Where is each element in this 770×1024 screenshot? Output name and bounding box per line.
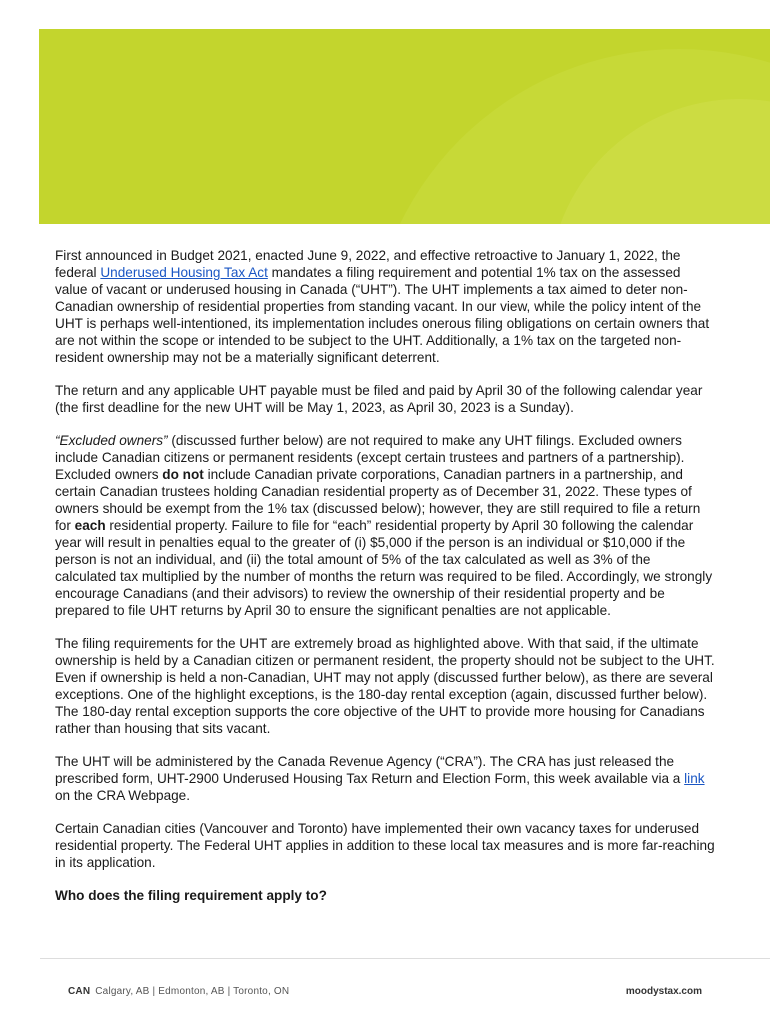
intro-paragraph: First announced in Budget 2021, enacted June 9, 2022, and effective retroactive to January 1, 2022, the federal Underused Housing Tax Act mandates a filing requirement and potential 1% tax on the assessed value of vacant or underused housing in Canada (“UHT”). The UHT implements a tax aimed to deter non-Canadian ownership of residential properties from standing vacant. In our view, while the policy intent of the UHT is perhaps well-intentioned, its implementation includes onerous filing obligations on certain owners that are not within the scope or intended to be subject to the UHT. Additionally, a 1% tax on the targeted non-resident ownership may not be a materially significant deterrent. — [55, 248, 710, 365]
deadline-paragraph: The return and any applicable UHT payable must be filed and paid by April 30 of the following calendar year (the first deadline for the new UHT will be May 1, 2023, as April 30, 2023 is a Sunday). — [55, 383, 703, 415]
footer-cities: Calgary, AB | Edmonton, AB | Toronto, ON — [95, 986, 290, 997]
cra-paragraph: The UHT will be administered by the Canada Revenue Agency (“CRA”). The CRA has just released the prescribed form, UHT-2900 Underused Housing Tax Return and Election Form, this week available via a link on the CRA Webpage. — [55, 754, 705, 803]
uht-act-link[interactable]: Underused Housing Tax Act — [100, 265, 268, 280]
article-body — [55, 247, 715, 904]
footer-divider — [40, 958, 770, 959]
excluded-owners-paragraph: “Excluded owners” (discussed further below) are not required to make any UHT filings. Excluded owners include Canadian citizens or permanent residents (except certain trustees and partners of a partnership). Excluded owners do not include Canadian private corporations, Canadian partners in a partnership, and certain Canadian trustees holding Canadian residential property as of December 31, 2022. These types of owners should be exempt from the 1% tax (discussed below); however, they are still required to file a return for each residential property. Failure to file for “each” residential property by April 30 following the calendar year will result in penalties equal to the greater of (i) $5,000 if the person is an individual or $10,000 if the person is not an individual, and (ii) the total amount of 5% of the tax calculated as well as 3% of the calculated tax multiplied by the number of months the return was required to be filed. Accordingly, we strongly encourage Canadians (and their advisors) to review the ownership of their residential property and be prepared to file UHT returns by April 30 to ensure the significant penalties are not applicable. — [55, 433, 713, 618]
section-heading: Who does the filing requirement apply to? — [55, 888, 327, 903]
banner-decorative-circles — [39, 29, 770, 224]
city-taxes-paragraph: Certain Canadian cities (Vancouver and Toronto) have implemented their own vacancy taxes for underused residential property. The Federal UHT applies in addition to these local tax measures and is more far-reaching in its application. — [55, 821, 715, 870]
footer-country: CAN — [68, 986, 91, 997]
cra-form-link[interactable]: link — [684, 771, 705, 786]
filing-requirements-paragraph: The filing requirements for the UHT are extremely broad as highlighted above. With that said, if the ultimate ownership is held by a Canadian citizen or permanent resident, the property should not be subject to the UHT. Even if ownership is held a non-Canadian, UHT may not apply (discussed further below), as there are several exceptions. One of the highlight exceptions, is the 180-day rental exception (again, discussed further below). The 180-day rental exception supports the core objective of the UHT to provide more housing for Canadians rather than housing that sits vacant. — [55, 636, 715, 736]
footer-website: moodystax.com — [625, 986, 702, 997]
header-banner — [39, 29, 770, 224]
footer-locations — [68, 986, 289, 997]
